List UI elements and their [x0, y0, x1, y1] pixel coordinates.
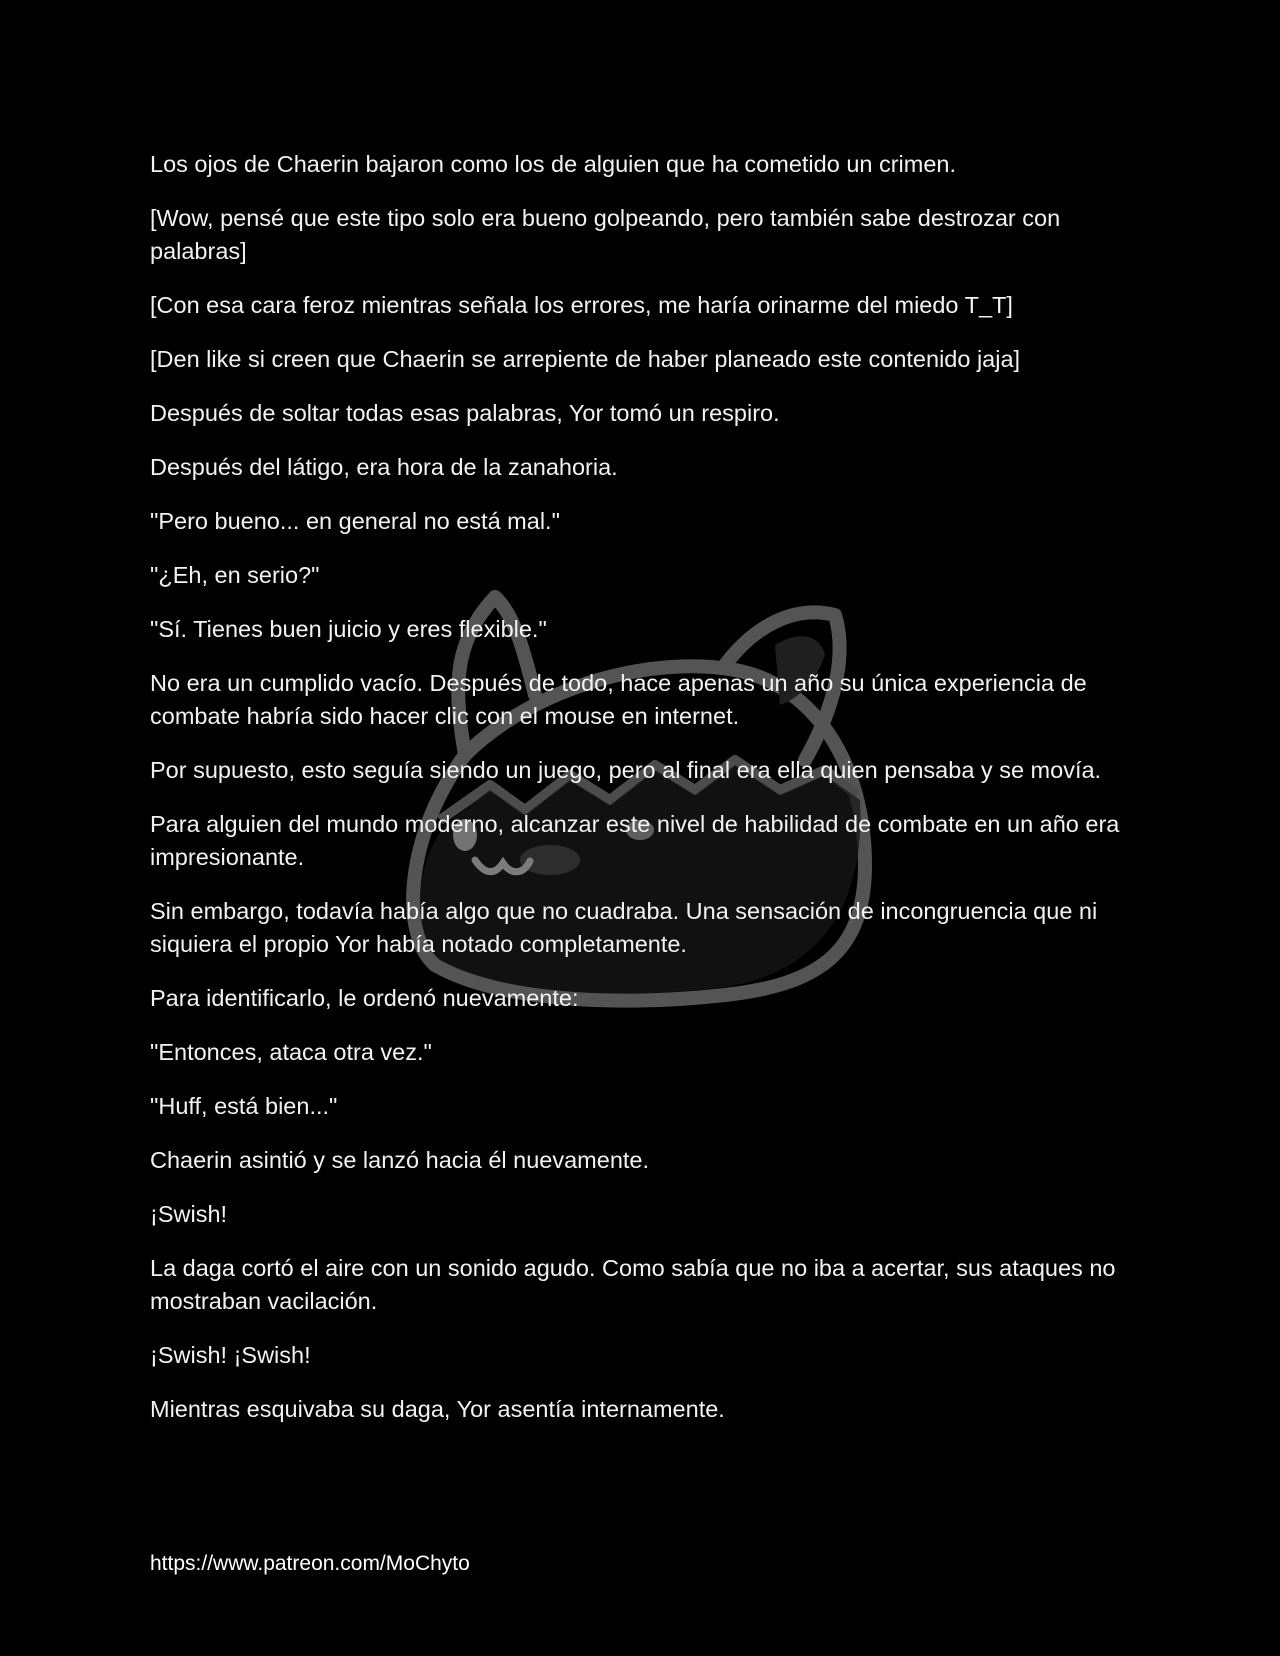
paragraph: Después del látigo, era hora de la zanahoria. [150, 454, 618, 480]
paragraph: La daga cortó el aire con un sonido agudo. Como sabía que no iba a acertar, sus ataques no mostraban vacilación. [150, 1255, 1116, 1314]
paragraph: Después de soltar todas esas palabras, Yor tomó un respiro. [150, 400, 780, 426]
patreon-link[interactable]: https://www.patreon.com/MoChyto [150, 1552, 470, 1575]
paragraph: Para alguien del mundo moderno, alcanzar este nivel de habilidad de combate en un año era impresionante. [150, 811, 1120, 870]
dialogue-line: "¿Eh, en serio?" [150, 562, 320, 588]
paragraph: Para identificarlo, le ordenó nuevamente: [150, 985, 579, 1011]
dialogue-line: "Entonces, ataca otra vez." [150, 1039, 432, 1065]
chat-comment: [Con esa cara feroz mientras señala los errores, me haría orinarme del miedo T_T] [150, 292, 1013, 318]
sound-effect: ¡Swish! ¡Swish! [150, 1342, 311, 1368]
article-body [150, 148, 1130, 1447]
paragraph: Mientras esquivaba su daga, Yor asentía internamente. [150, 1396, 725, 1422]
paragraph: Los ojos de Chaerin bajaron como los de alguien que ha cometido un crimen. [150, 151, 957, 177]
paragraph: No era un cumplido vacío. Después de todo, hace apenas un año su única experiencia de combate habría sido hacer clic con el mouse en internet. [150, 670, 1087, 729]
paragraph: Por supuesto, esto seguía siendo un juego, pero al final era ella quien pensaba y se movía. [150, 757, 1102, 783]
paragraph: Sin embargo, todavía había algo que no cuadraba. Una sensación de incongruencia que ni siquiera el propio Yor había notado completamente. [150, 898, 1098, 957]
dialogue-line: "Pero bueno... en general no está mal." [150, 508, 560, 534]
chat-comment: [Wow, pensé que este tipo solo era bueno golpeando, pero también sabe destrozar con palabras] [150, 205, 1061, 264]
chat-comment: [Den like si creen que Chaerin se arrepiente de haber planeado este contenido jaja] [150, 346, 1021, 372]
dialogue-line: "Sí. Tienes buen juicio y eres flexible." [150, 616, 547, 642]
sound-effect: ¡Swish! [150, 1201, 228, 1227]
paragraph: Chaerin asintió y se lanzó hacia él nuevamente. [150, 1147, 650, 1173]
dialogue-line: "Huff, está bien..." [150, 1093, 338, 1119]
